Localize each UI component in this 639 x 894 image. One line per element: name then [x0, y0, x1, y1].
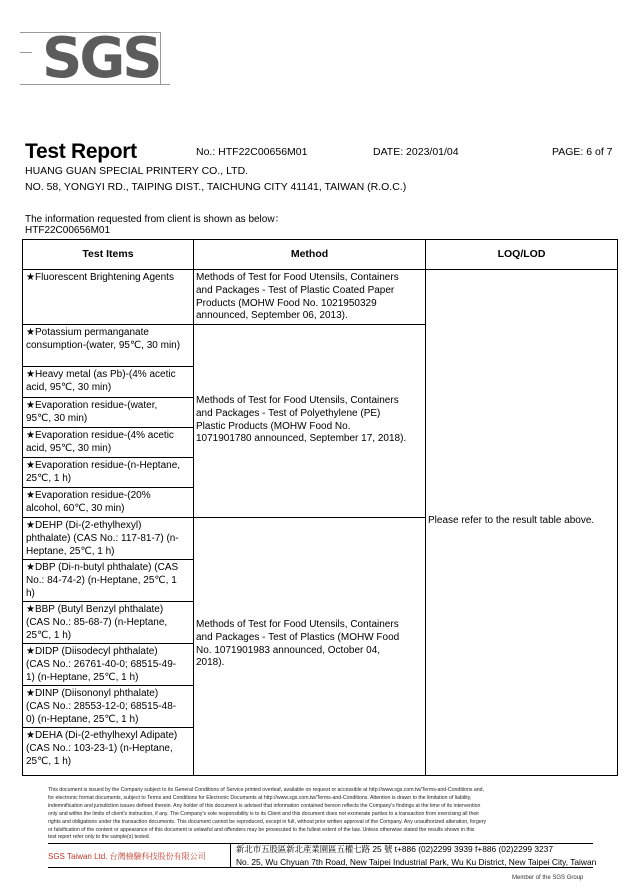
test-item-row — [26, 604, 190, 642]
test-item-line: ★Fluorescent Brightening Agents — [26, 272, 174, 283]
logo-text: SGS — [42, 26, 160, 91]
test-item-row — [26, 490, 190, 516]
loq-lod-value: Please refer to the result table above. — [428, 515, 595, 526]
report-date: DATE: 2023/01/04 — [373, 146, 459, 158]
test-item-line: ★Evaporation residue-(water, — [26, 400, 158, 411]
taiwan-address-cn: 新北市五股區新北產業園區五權七路 25 號 t+886 (02)2299 3939 f+886 (02)2299 3237 — [236, 844, 553, 854]
sgs-logo — [20, 26, 170, 94]
test-item-line: h) — [26, 587, 35, 599]
test-item-line: 25℃, 1 h) — [26, 472, 72, 484]
footer-bottom-divider — [48, 867, 593, 868]
test-item-row — [26, 562, 190, 600]
test-item-line: (CAS No.: 28553-12-0; 68515-48- — [26, 700, 177, 712]
method-plastics: Methods of Test for Food Utensils, Containers and Packages - Test of Plastics (MOHW Food No. 1071901983 announced, October 04, 2018). — [196, 619, 400, 669]
report-title: Test Report — [25, 140, 137, 163]
header-test-items: Test Items — [82, 248, 134, 260]
test-item-row — [26, 430, 190, 456]
intro-text: The information requested from client is shown as below： — [25, 214, 285, 225]
test-item-line: ★BBP (Butyl Benzyl phthalate) — [26, 604, 164, 615]
page-number: PAGE: 6 of 7 — [552, 146, 613, 158]
test-item-line: phthalate) (CAS No.: 117-81-7) (n- — [26, 532, 179, 544]
test-item-row — [26, 460, 190, 486]
sgs-taiwan-name: SGS Taiwan Ltd. 台灣檢驗科技股份有限公司 — [48, 852, 206, 861]
legal-fine-print: This document is issued by the Company subject to its General Conditions of Service printed overleaf, available on request or accessible at http://www.sgs.com.tw/Terms-and-Conditions and, for electronic format documents, subject to Terms and Conditions for Electronic Documents at http://www.sgs.com.tw/Terms-and-Conditions. Attention is drawn to the limitation of liability, indemnification and jurisdiction issues defined therein. Any holder of this document is advised that information contained hereon reflects the Company's findings at the time of its intervention only and within the limits of client's instruction, if any. The Company's sole responsibility is to its Client and this document does not exonerate parties to a transaction from exercising all their rights and obligations under the transaction documents. This document cannot be reproduced, except in full, without prior written approval of the Company. Any unauthorized alteration, forgery or falsification of the content or appearance of this document is unlawful and offenders may be prosecuted to the fullest extent of the law. Unless otherwise stated the results shown in this test report refer only to the sample(s) tested. — [48, 787, 487, 841]
test-item-row — [26, 520, 190, 558]
test-item-line: ★DBP (Di-n-butyl phthalate) (CAS — [26, 562, 179, 573]
test-item-line: (CAS No.: 103-23-1) (n-Heptane, — [26, 742, 173, 754]
footer-vertical-divider — [230, 843, 231, 867]
test-item-line: No.: 84-74-2) (n-Heptane, 25℃, 1 — [26, 574, 177, 586]
test-item-line: ★DINP (Diisononyl phthalate) — [26, 688, 159, 699]
test-item-line: ★DEHA (Di-(2-ethylhexyl Adipate) — [26, 730, 178, 741]
test-item-row — [26, 730, 190, 768]
intro-report-ref: HTF22C00656M01 — [25, 225, 111, 236]
test-item-line: 95℃, 30 min) — [26, 412, 88, 424]
member-of-sgs-group: Member of the SGS Group — [512, 875, 584, 881]
test-item-row — [26, 327, 190, 353]
test-item-line: ★DEHP (Di-(2-ethylhexyl) — [26, 520, 142, 531]
test-item-line: 25℃, 1 h) — [26, 755, 72, 767]
test-item-line: ★Evaporation residue-(4% acetic — [26, 430, 174, 441]
test-item-row — [26, 272, 190, 285]
test-item-row — [26, 400, 190, 426]
test-item-line: acid, 95℃, 30 min) — [26, 381, 112, 393]
test-item-row — [26, 688, 190, 726]
method-polyethylene: Methods of Test for Food Utensils, Containers and Packages - Test of Polyethylene (PE) Plastic Products (MOHW Food No. 1071901780 announced, September 17, 2018). — [196, 395, 407, 445]
test-items-table — [22, 239, 618, 776]
company-name: HUANG GUAN SPECIAL PRINTERY CO., LTD. — [25, 165, 249, 177]
test-item-line: alcohol, 60℃, 30 min) — [26, 502, 125, 514]
test-item-line: 1) (n-Heptane, 25℃, 1 h) — [26, 671, 139, 683]
header-loq-lod: LOQ/LOD — [497, 248, 546, 260]
test-item-line: ★Potassium permanganate — [26, 327, 149, 338]
report-number: No.: HTF22C00656M01 — [196, 146, 308, 158]
taiwan-address-en: No. 25, Wu Chyuan 7th Road, New Taipei Industrial Park, Wu Ku District, New Taipei City, Taiwan — [236, 857, 597, 867]
test-item-line: ★Heavy metal (as Pb)-(4% acetic — [26, 369, 176, 380]
test-item-line: ★DIDP (Diisodecyl phthalate) — [26, 646, 158, 657]
test-item-row — [26, 646, 190, 684]
test-item-line: acid, 95℃, 30 min) — [26, 442, 112, 454]
test-item-line: ★Evaporation residue-(20% — [26, 490, 151, 501]
header-method: Method — [290, 248, 329, 260]
test-item-line: 25℃, 1 h) — [26, 629, 72, 641]
test-item-line: ★Evaporation residue-(n-Heptane, — [26, 460, 181, 471]
test-item-line: Heptane, 25℃, 1 h) — [26, 545, 115, 557]
test-item-row — [26, 369, 190, 395]
test-item-line: consumption-(water, 95℃, 30 min) — [26, 339, 181, 351]
test-item-line: (CAS No.: 85-68-7) (n-Heptane, — [26, 616, 168, 628]
company-address: NO. 58, YONGYI RD., TAIPING DIST., TAICHUNG CITY 41141, TAIWAN (R.O.C.) — [25, 181, 407, 193]
test-item-line: (CAS No.: 26761-40-0; 68515-49- — [26, 658, 177, 670]
test-item-line: 0) (n-Heptane, 25℃, 1 h) — [26, 713, 139, 725]
method-plastic-coated-paper: Methods of Test for Food Utensils, Containers and Packages - Test of Plastic Coated Paper Products (MOHW Food No. 1021950329 announced, September 06, 2013). — [196, 272, 399, 322]
